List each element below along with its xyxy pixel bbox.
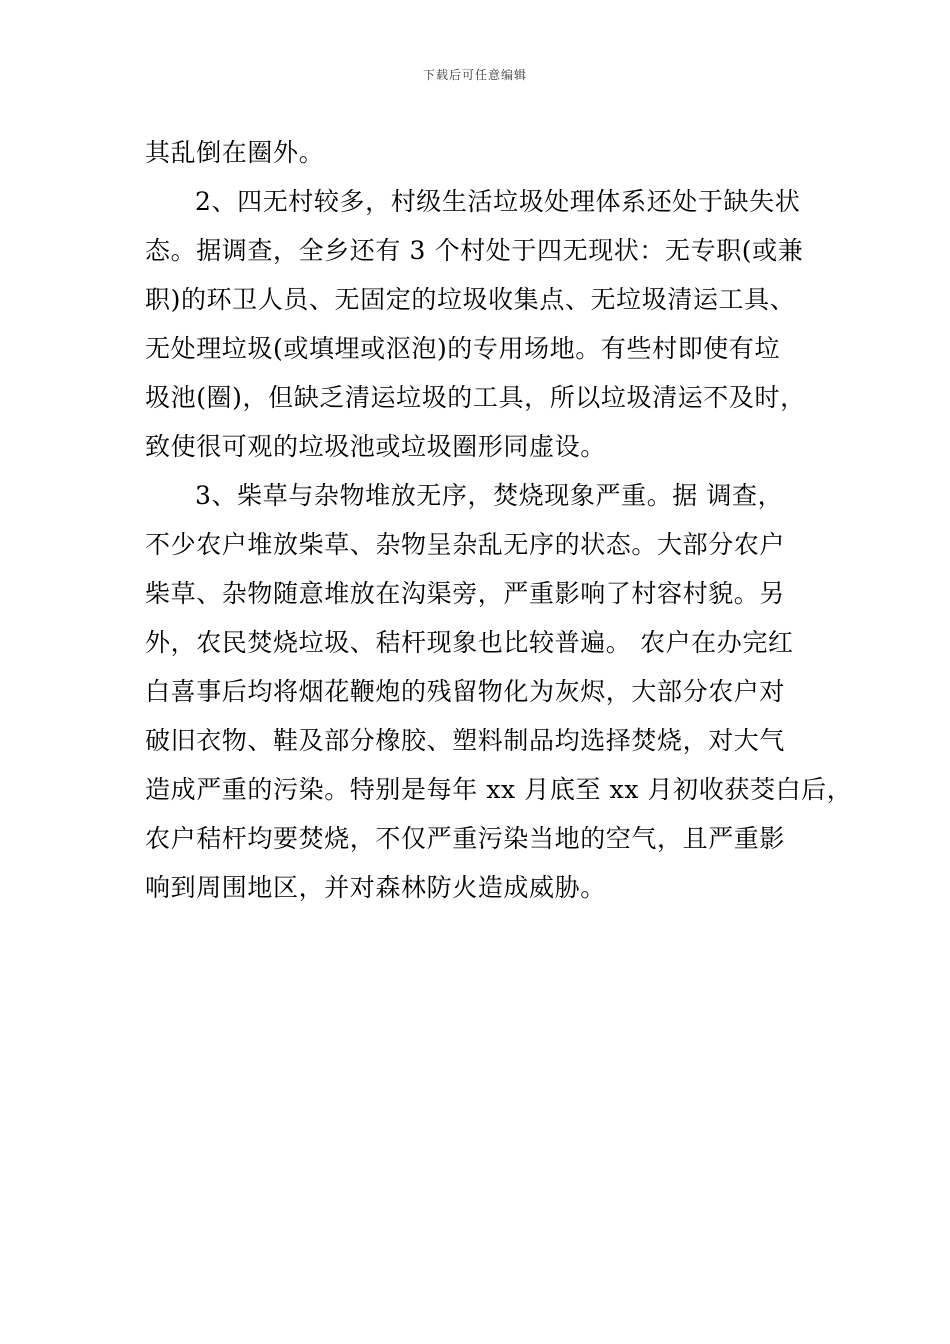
download-note: 下载后可任意编辑 [422, 68, 527, 82]
text-line: 不少农户堆放柴草、杂物呈杂乱无序的状态。大部分农户 [145, 530, 786, 559]
paragraph-2-start: 2、四无村较多，村级生活垃圾处理体系还处于缺失状 [195, 187, 801, 216]
text-line: 白喜事后均将烟花鞭炮的残留物化为灰烬，大部分农户对 [145, 677, 786, 706]
paragraph-3-start: 3、柴草与杂物堆放无序，焚烧现象严重。据 调查， [195, 481, 784, 510]
text-line: 态。据调查，全乡还有 3 个村处于四无现状：无专职(或兼 [145, 236, 804, 265]
text-line: 圾池(圈)，但缺乏清运垃圾的工具，所以垃圾清运不及时， [145, 383, 806, 412]
text-line: 造成严重的污染。特别是每年 xx 月底至 xx 月初收获茭白后， [145, 775, 853, 804]
text-line: 其乱倒在圈外。 [145, 138, 325, 167]
text-line: 无处理垃圾(或填埋或沤泡)的专用场地。有些村即使有垃 [145, 334, 781, 363]
text-line: 响到周围地区，并对森林防火造成威胁。 [145, 873, 606, 902]
document-body [145, 128, 853, 912]
text-line: 破旧衣物、鞋及部分橡胶、塑料制品均选择焚烧，对大气 [145, 726, 786, 755]
text-line: 致使很可观的垃圾池或垃圾圈形同虚设。 [145, 432, 606, 461]
text-line: 农户秸杆均要焚烧，不仅严重污染当地的空气，且严重影 [145, 824, 786, 853]
text-line: 职)的环卫人员、无固定的垃圾收集点、无垃圾清运工具、 [145, 285, 796, 314]
text-line: 柴草、杂物随意堆放在沟渠旁，严重影响了村容村貌。另 [145, 579, 786, 608]
text-line: 外，农民焚烧垃圾、秸杆现象也比较普遍。 农户在办完红 [145, 628, 794, 657]
